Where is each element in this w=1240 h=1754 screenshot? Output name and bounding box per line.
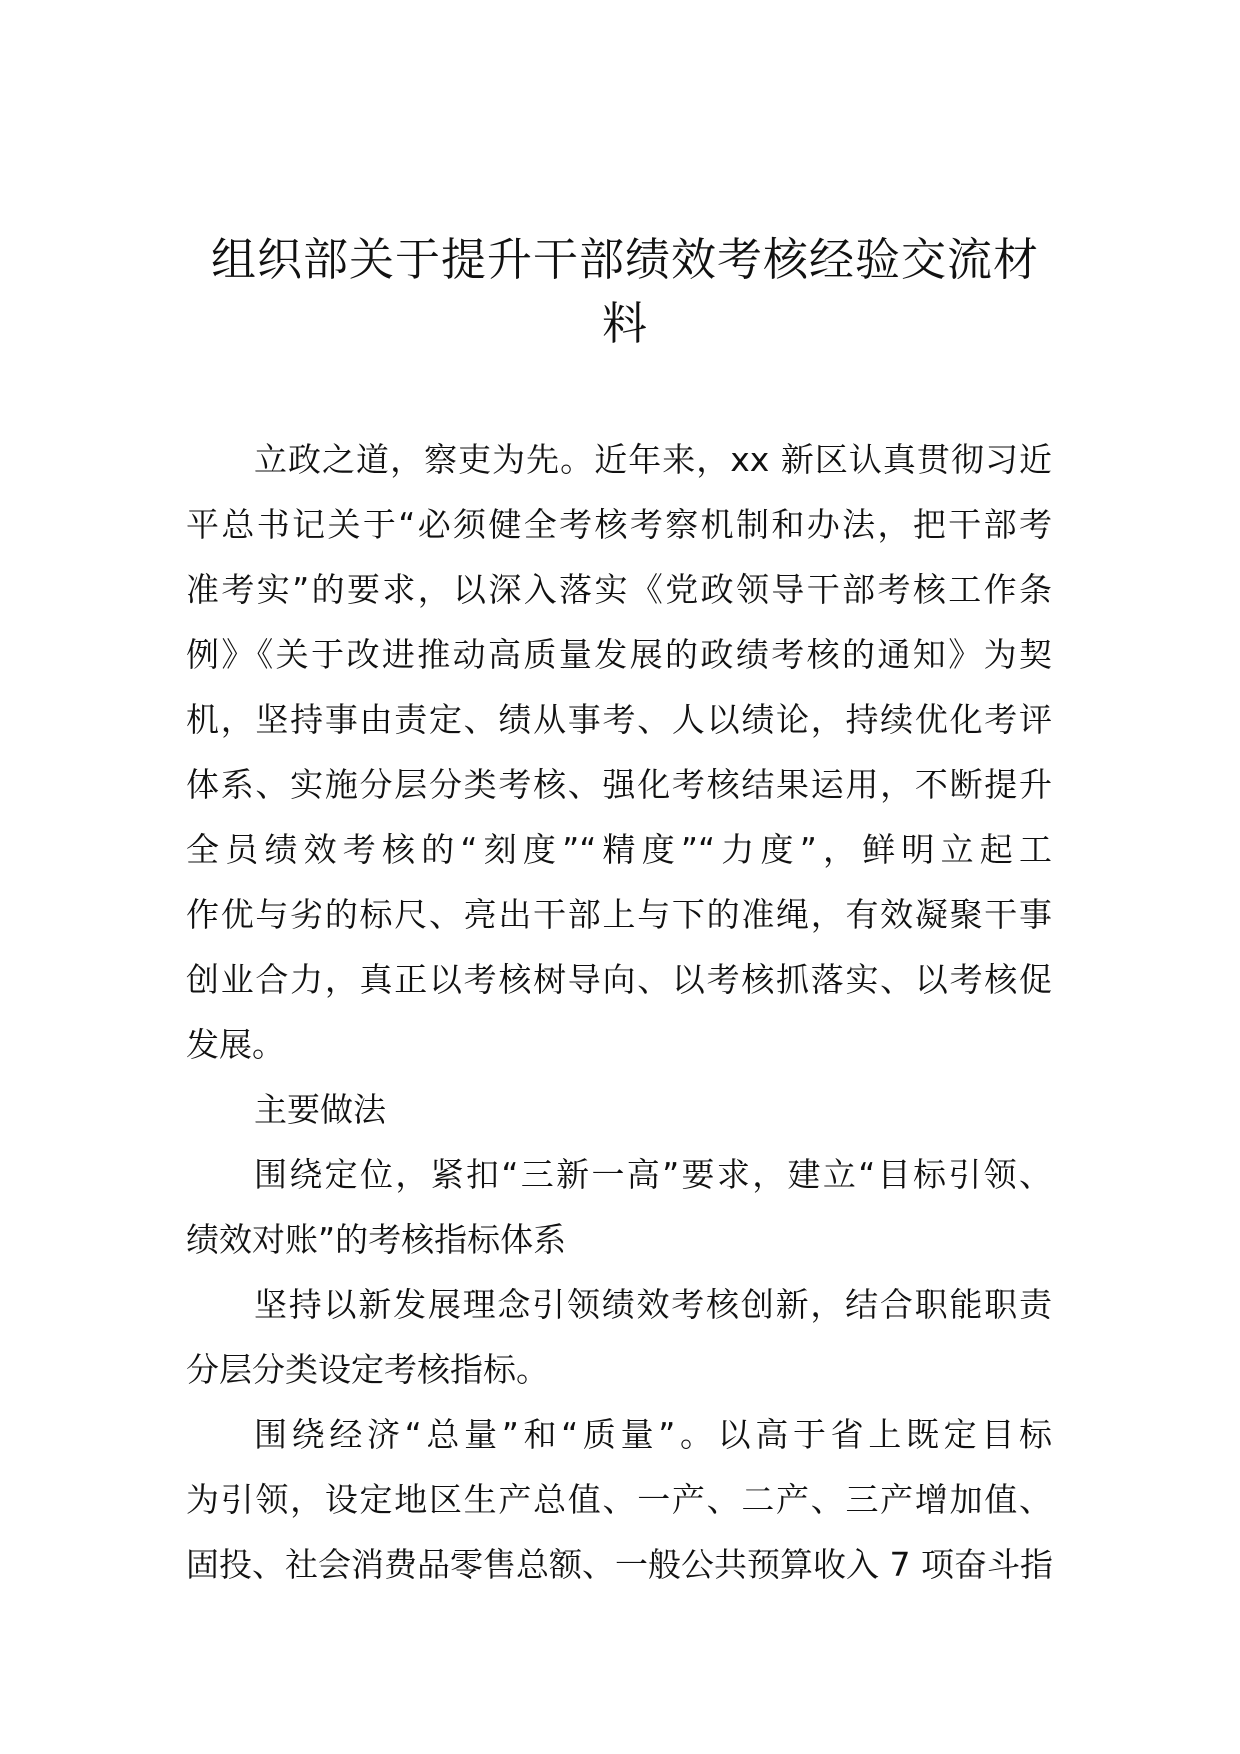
paragraph-line: 全员绩效考核的“刻度”“精度”“力度”，鲜明立起工	[186, 830, 1052, 869]
paragraph-line: 发展。	[186, 1025, 285, 1064]
paragraph-line: 准考实”的要求，以深入落实《党政领导干部考核工作条	[186, 570, 1052, 609]
paragraph-line: 机，坚持事由责定、绩从事考、人以绩论，持续优化考评	[186, 700, 1052, 739]
paragraph-line: 立政之道，察吏为先。近年来，xx 新区认真贯彻习近	[254, 440, 1052, 479]
paragraph-line: 作优与劣的标尺、亮出干部上与下的准绳，有效凝聚干事	[186, 895, 1052, 934]
paragraph-line: 绩效对账”的考核指标体系	[186, 1220, 567, 1259]
document-body	[186, 427, 1052, 1597]
paragraph-intro	[186, 427, 1052, 1077]
title-line: 料	[601, 297, 648, 350]
paragraph-line: 例》《关于改进推动高质量发展的政绩考核的通知》为契	[186, 635, 1052, 674]
title-line: 组织部关于提升干部绩效考核经验交流材	[210, 233, 1039, 286]
paragraph-indicators	[186, 1272, 1052, 1402]
paragraph-economy	[186, 1402, 1052, 1597]
paragraph-line: 围绕定位，紧扣“三新一高”要求，建立“目标引领、	[254, 1155, 1052, 1194]
section-heading-text: 主要做法	[254, 1090, 386, 1129]
document-title	[190, 228, 1060, 356]
paragraph-line: 分层分类设定考核指标。	[186, 1350, 549, 1389]
paragraph-line: 围绕经济“总量”和“质量”。以高于省上既定目标	[254, 1415, 1052, 1454]
paragraph-line: 体系、实施分层分类考核、强化考核结果运用，不断提升	[186, 765, 1052, 804]
section-heading	[186, 1077, 1052, 1142]
paragraph-line: 平总书记关于“必须健全考核考察机制和办法，把干部考	[186, 505, 1052, 544]
paragraph-line: 为引领，设定地区生产总值、一产、二产、三产增加值、	[186, 1480, 1052, 1519]
paragraph-line: 创业合力，真正以考核树导向、以考核抓落实、以考核促	[186, 960, 1052, 999]
paragraph-line: 固投、社会消费品零售总额、一般公共预算收入 7 项奋斗指	[186, 1545, 1053, 1584]
paragraph-line: 坚持以新发展理念引领绩效考核创新，结合职能职责	[254, 1285, 1052, 1324]
paragraph-subheading	[186, 1142, 1052, 1272]
